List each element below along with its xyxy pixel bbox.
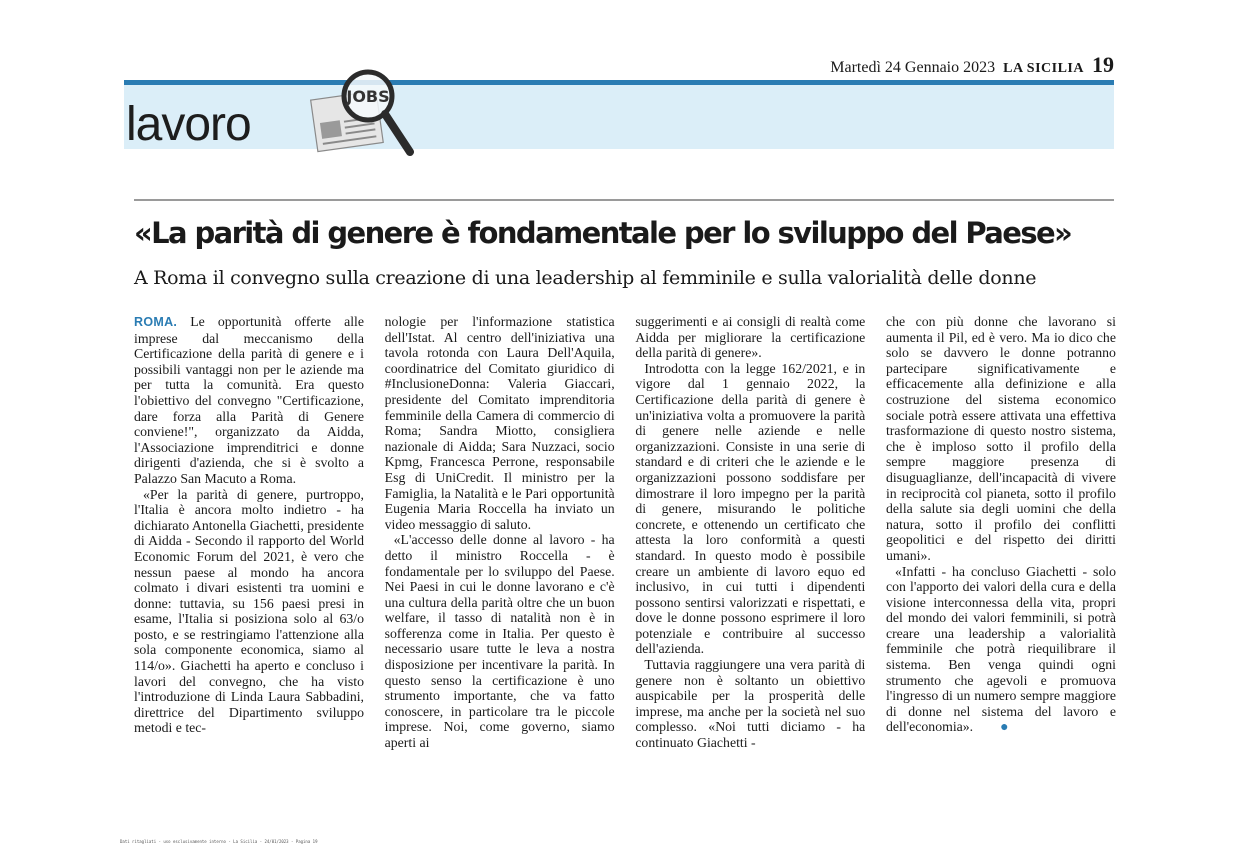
footer-code: Dati ritagliati - uso esclusivamente interno - La Sicilia - 24/01/2023 - Pagina 19 xyxy=(120,839,318,844)
jobs-newspaper-magnifier-icon xyxy=(306,66,418,162)
paragraph-text: «Infatti - ha concluso Giachetti - solo con l'apporto dei valori della cura e della visione interconnessa della vita, propri del mondo dei valori femminili, si potrà creare una leadership a valorialità femminile che potrà riequilibrare il sistema. Ben venga quindi ogni strumento che agevoli e promuova l'ingresso di un numero sempre maggiore di donne nel sistema del lavoro e dell'economia». xyxy=(885,563,1116,735)
end-of-article-dot-icon: ● xyxy=(1000,720,1009,736)
paragraph: Introdotta con la legge 162/2021, e in vigore dal 1 gennaio 2022, la Certificazione della parità di genere è un'iniziativa volta a promuovere la parità di genere nelle aziende e nelle organizzazioni. Consiste in una serie di standard e di criteri che le aziende e le organizzazioni possono soddisfare per dimostrare il loro impegno per la parità di genere, misurando le politiche concrete, e ottenendo un certificato che attesta la loro conformità a questi standard. In questo modo è possibile creare un ambiente di lavoro equo ed inclusivo, in cui tutti i dipendenti possono sentirsi valorizzati e rispettati, e dove le donne possono esprimere il loro potenziale e contribuire al successo dell'azienda. xyxy=(635,360,866,657)
paragraph: Tuttavia raggiungere una vera parità di genere non è soltanto un obiettivo auspicabile per la prosperità delle imprese, ma anche per la società nel suo complesso. «Noi tutti diciamo - ha continuato Giachetti - xyxy=(635,657,866,751)
article-column-1 xyxy=(134,314,364,770)
article-subhead: A Roma il convegno sulla creazione di una leadership al femminile e sulla valorialità delle donne xyxy=(134,267,1037,289)
article-headline: «La parità di genere è fondamentale per lo sviluppo del Paese» xyxy=(134,216,1072,250)
section-band xyxy=(124,80,1114,149)
paragraph xyxy=(134,314,364,487)
paragraph-text: Le opportunità offerte alle imprese dal meccanismo della Certificazione della parità di genere e i possibili vantaggi non per le aziende ma per tutta la comunità. Era questo l'obiettivo del convegno "Certificazione, dare forza alla Parità di Genere conviene!", organizzato da Aidda, l'Associazione imprenditrici e donne dirigenti d'azienda, che si è svolto a Palazzo San Macuto a Roma. xyxy=(134,314,364,486)
headline-divider xyxy=(134,199,1114,201)
masthead-date: Martedì 24 Gennaio 2023 xyxy=(830,59,996,76)
article-column-4 xyxy=(886,314,1116,770)
masthead-paper-name: LA SICILIA xyxy=(1003,61,1084,76)
paragraph: «Per la parità di genere, purtroppo, l'Italia è ancora molto indietro - ha dichiarato Antonella Giachetti, presidente di Aidda - Secondo il rapporto del World Economic Forum del 2021, è vero che nessun paese al mondo ha ancora colmato i divari esistenti tra uomini e donne: tuttavia, su 156 paesi presi in esame, l'Italia si posiziona solo al 63/o posto, e se restringiamo l'attenzione alla sola componente economica, siamo al 114/o». Giachetti ha aperto e concluso i lavori del convegno, che ha visto l'introduzione di Linda Laura Sabbadini, direttrice del Dipartimento sviluppo metodi e tec- xyxy=(134,486,364,736)
paragraph: che con più donne che lavorano si aumenta il Pil, ed è vero. Ma io dico che solo se davvero le donne potranno partecipare significativamente e efficacemente alla definizione e alla costruzione del sistema economico sociale potrà essere attivata una effettiva trasformazione di questo nostro sistema, che è imploso sotto il profilo della sempre maggiore presenza di disuguaglianze, dell'incapacità di vivere in reciprocità col pianeta, sotto il profilo della salute sia degli uomini che della natura, sotto il profilo dei conflitti geopolitici e del rispetto dei diritti umani». xyxy=(885,314,1116,563)
masthead xyxy=(830,52,1114,78)
page-number: 19 xyxy=(1092,52,1114,77)
jobs-icon-text: JOBS xyxy=(346,87,390,106)
section-label: lavoro xyxy=(126,98,251,151)
article-column-3 xyxy=(635,314,865,770)
paragraph: nologie per l'informazione statistica dell'Istat. Al centro dell'iniziativa una tavola rotonda con Laura Dell'Aquila, coordinatrice del Comitato giuridico di #InclusioneDonna: Valeria Giaccari, presidente del Comitato imprenditoria femminile della Camera di commercio di Roma; Sandra Miotto, consigliera nazionale di Aidda; Sara Nuzzaci, socio Kpmg, Francesca Perrone, responsabile Esg di UniCredit. Il ministro per la Famiglia, la Natalità e le Pari opportunità Eugenia Maria Roccella ha inviato un video messaggio di saluto. xyxy=(384,314,615,532)
paragraph: «L'accesso delle donne al lavoro - ha detto il ministro Roccella - è fondamentale per lo sviluppo del Paese. Nei Paesi in cui le donne lavorano e c'è una cultura della parità oltre che un buon welfare, il tasso di natalità non è in sofferenza come in Italia. Per questo è necessario usare tutte le leva a nostra disposizione per incentivare la parità. In questo senso la certificazione è uno strumento importante, che va fatto conoscere, in particolare tra le piccole imprese. Noi, come governo, siamo aperti ai xyxy=(384,532,615,751)
paragraph xyxy=(886,564,1116,737)
paragraph: suggerimenti e ai consigli di realtà come Aidda per migliorare la certificazione della parità di genere». xyxy=(635,314,866,361)
dateline: ROMA. xyxy=(134,315,178,329)
article-column-2 xyxy=(385,314,615,770)
article-body xyxy=(134,314,1116,770)
